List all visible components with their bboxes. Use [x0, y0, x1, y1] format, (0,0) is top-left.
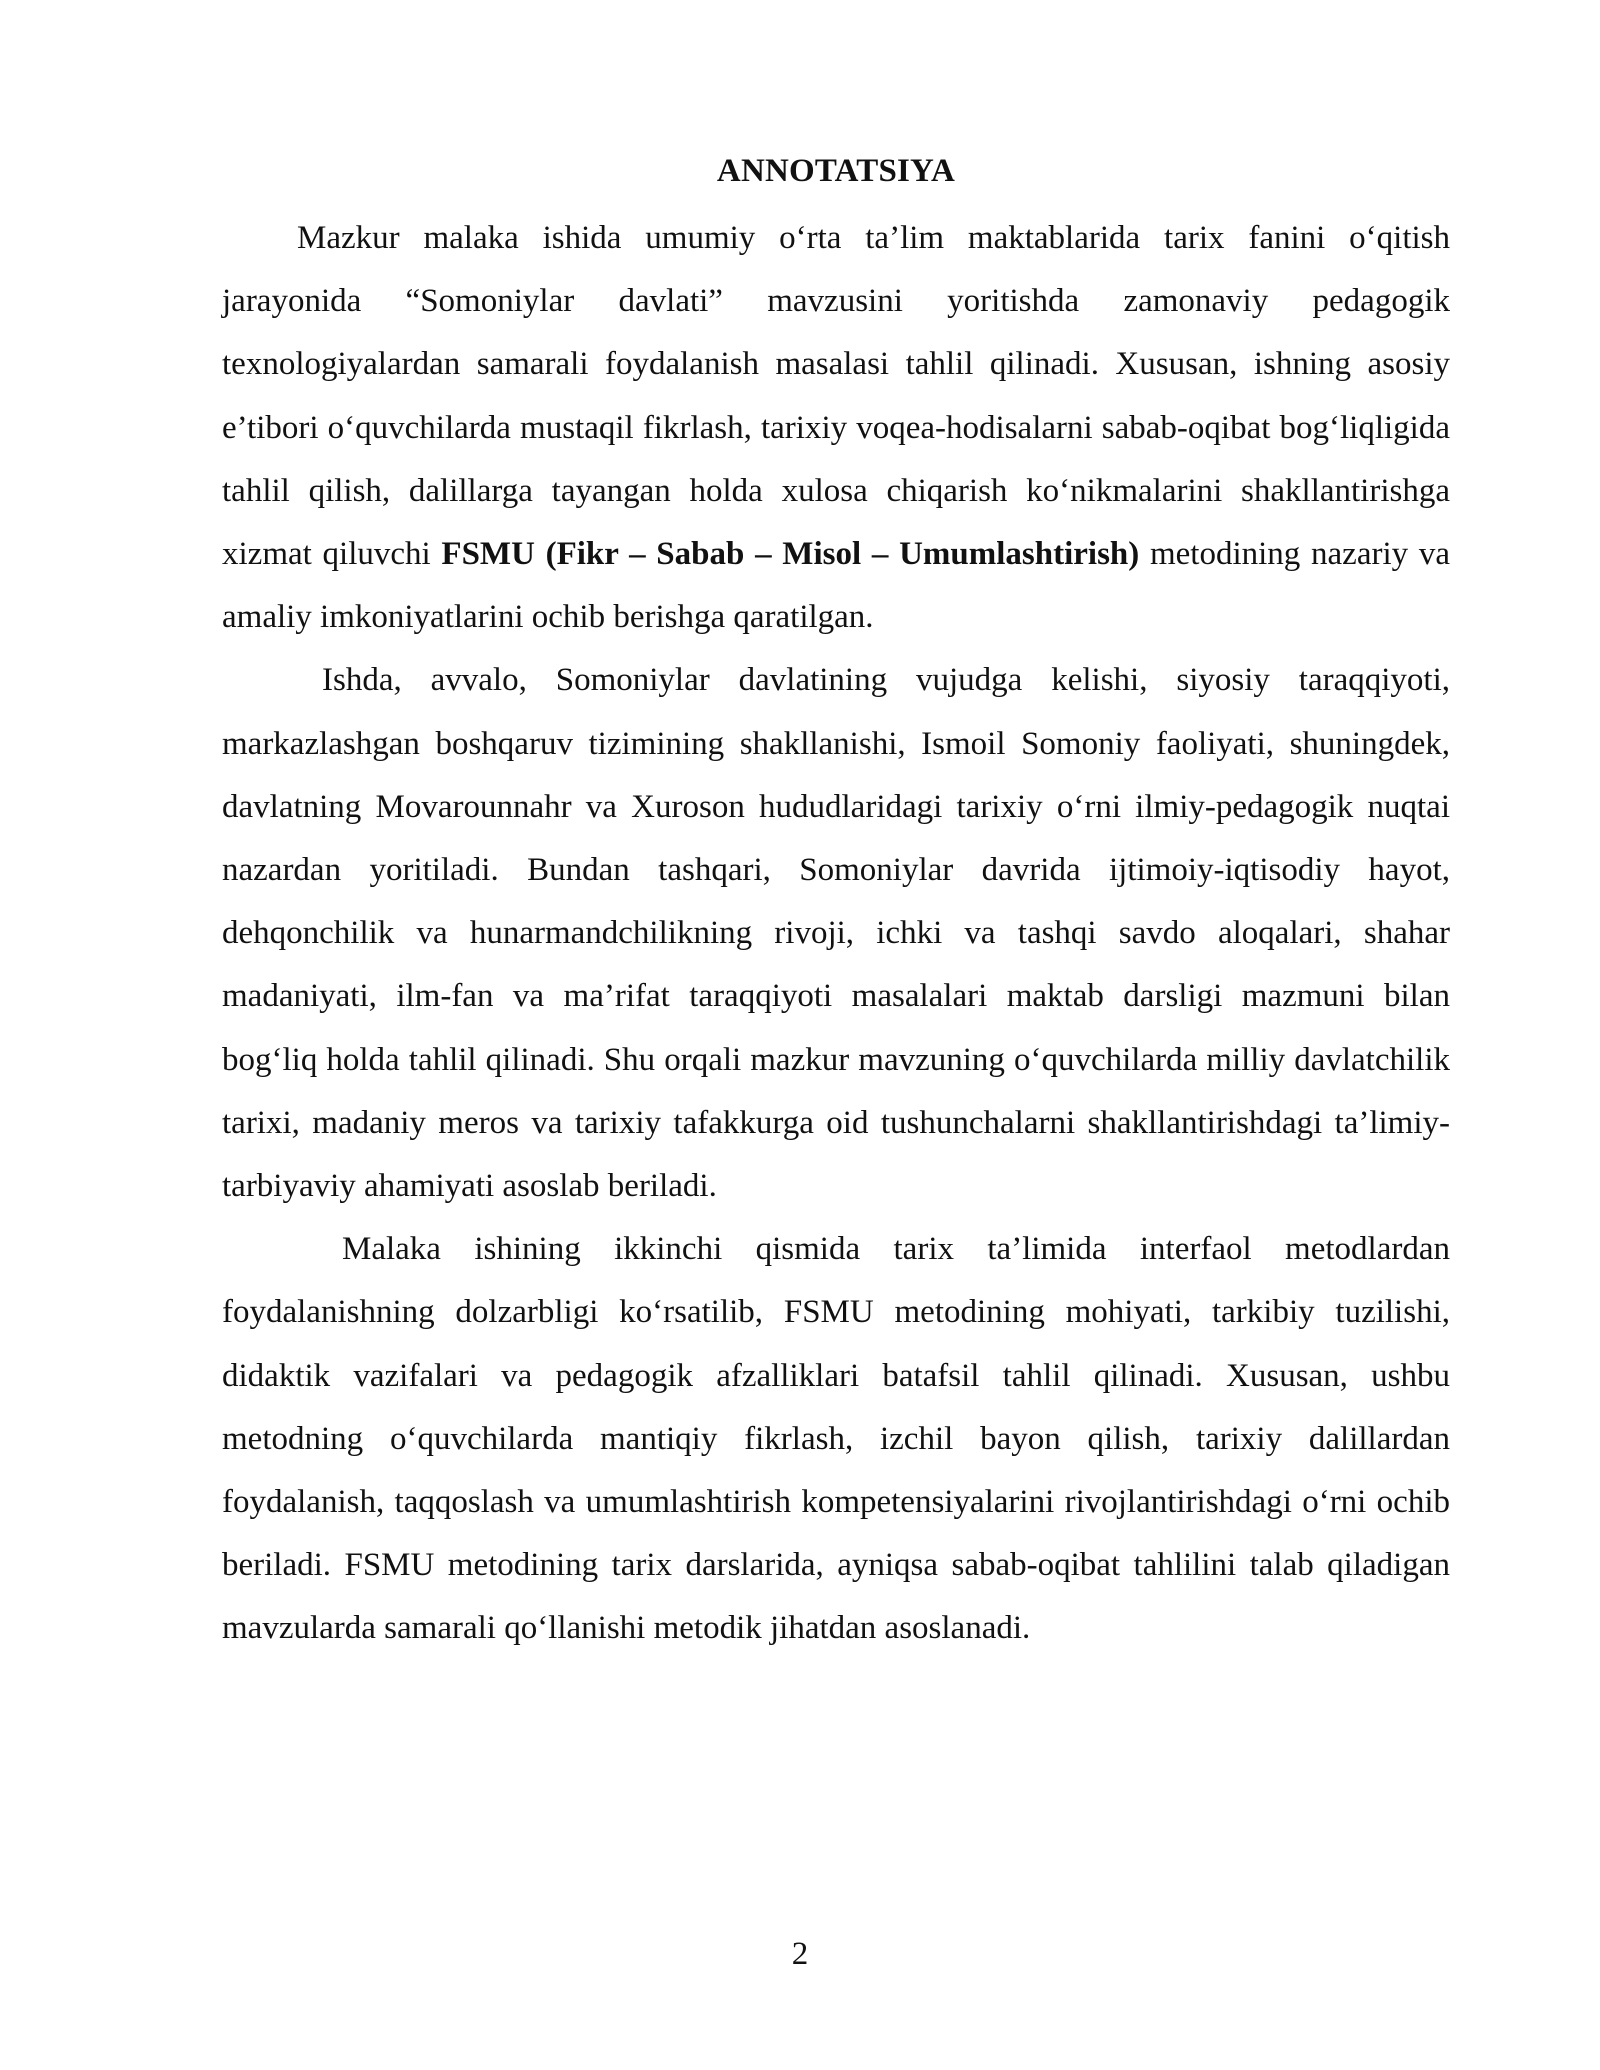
- paragraph-intro-text-start: Mazkur malaka ishida umumiy o‘rta ta’lim maktablarida tarix fanini o‘qitish jarayonida “Somoniylar davlati” mavzusini yoritishda zamonaviy pedagogik texnologiyalardan samarali foydalanish masalasi tahlil qilinadi. Xususan, ishning asosiy e’tibori o‘quvchilarda mustaqil fikrlash, tarixiy voqea-hodisalarni sabab-oqibat bog‘liqligida tahlil qilish, dalillarga tayangan holda xulosa chiqarish ko‘nikmalarini shakllantirishga xizmat qiluvchi: [222, 220, 1450, 573]
- paragraph-intro: [222, 207, 1450, 649]
- paragraph-intro-text-end: metodining nazariy va amaliy imkoniyatlarini ochib berishga qaratilgan.: [222, 536, 1451, 636]
- fsmu-method-bold: FSMU (Fikr – Sabab – Misol – Umumlashtirish): [441, 536, 1140, 573]
- paragraph-somoniylar: Ishda, avvalo, Somoniylar davlatining vujudga kelishi, siyosiy taraqqiyoti, markazlashgan boshqaruv tizimining shakllanishi, Ismoil Somoniy faoliyati, shuningdek, davlatning Movarounnahr va Xuroson hududlaridagi tarixiy o‘rni ilmiy-pedagogik nuqtai nazardan yoritiladi. Bundan tashqari, Somoniylar davrida ijtimoiy-iqtisodiy hayot, dehqonchilik va hunarmandchilikning rivoji, ichki va tashqi savdo aloqalari, shahar madaniyati, ilm-fan va ma’rifat taraqqiyoti masalalari maktab darsligi mazmuni bilan bog‘liq holda tahlil qilinadi. Shu orqali mazkur mavzuning o‘quvchilarda milliy davlatchilik tarixi, madaniy meros va tarixiy tafakkurga oid tushunchalarni shakllantirishdagi ta’limiy-tarbiyaviy ahamiyati asoslab beriladi.: [222, 662, 1450, 1205]
- document-title: ANNOTATSIYA: [716, 153, 956, 189]
- paragraph-fsmu-method: Malaka ishining ikkinchi qismida tarix ta’limida interfaol metodlardan foydalanishning dolzarbligi ko‘rsatilib, FSMU metodining mohiyati, tarkibiy tuzilishi, didaktik vazifalari va pedagogik afzalliklari batafsil tahlil qilinadi. Xususan, ushbu metodning o‘quvchilarda mantiqiy fikrlash, izchil bayon qilish, tarixiy dalillardan foydalanish, taqqoslash va umumlashtirish kompetensiyalarini rivojlantirishdagi o‘rni ochib beriladi. FSMU metodining tarix darslarida, ayniqsa sabab-oqibat tahlilini talab qiladigan mavzularda samarali qo‘llanishi metodik jihatdan asoslanadi.: [222, 1231, 1450, 1647]
- page-number: 2: [791, 1936, 809, 1972]
- page-content: [222, 145, 1450, 1661]
